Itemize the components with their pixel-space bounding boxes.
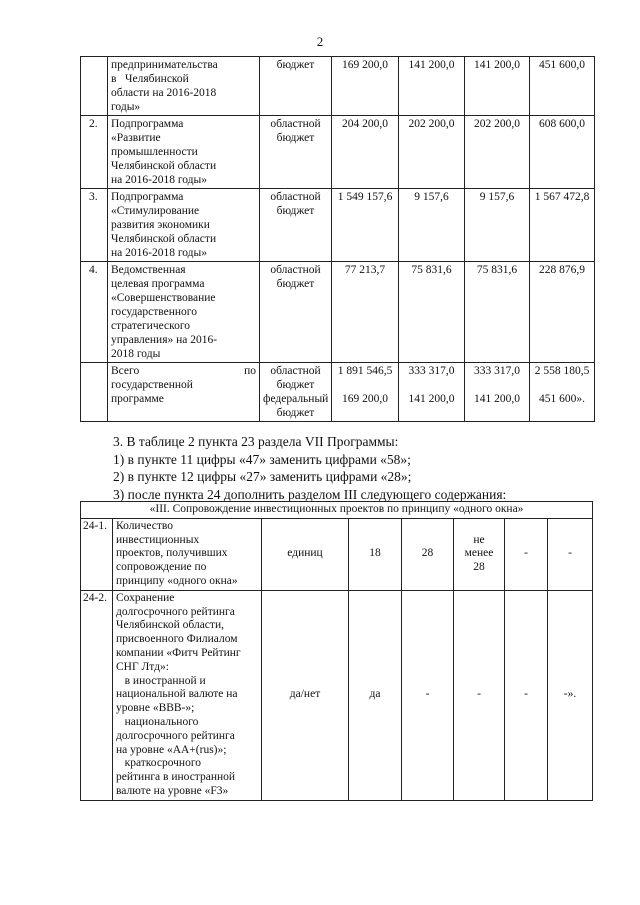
amount-cell: 1 549 157,6 bbox=[332, 189, 399, 262]
row-number: 2. bbox=[81, 116, 108, 189]
federal-amount: 169 200,0 bbox=[342, 393, 388, 405]
amount-cell: 9 157,6 bbox=[465, 189, 530, 262]
total-word: по bbox=[244, 365, 256, 377]
value-line: да bbox=[369, 688, 381, 701]
table-row bbox=[81, 262, 595, 363]
program-name-line: государственного bbox=[111, 306, 197, 318]
regional-amount: 2 558 180,5 bbox=[534, 365, 590, 377]
program-name-line: Челябинской области bbox=[111, 233, 217, 245]
indicator-name-line: сопровождение по bbox=[116, 561, 207, 574]
value-line: -». bbox=[563, 688, 577, 701]
amount-cell: 228 876,9 bbox=[530, 262, 595, 363]
program-name-line: «Развитие bbox=[111, 132, 161, 144]
funding-source-line: бюджет bbox=[276, 59, 315, 71]
value-line: - bbox=[524, 547, 528, 560]
indicator-name-line: принципу «одного окна» bbox=[116, 574, 238, 587]
funding-source-line: областной bbox=[270, 118, 321, 130]
value-line: - bbox=[568, 547, 572, 560]
value-cell bbox=[454, 590, 505, 800]
indicator-name-line: Сохранение bbox=[116, 591, 175, 604]
unit-cell: единиц bbox=[262, 518, 349, 590]
table-row bbox=[81, 57, 595, 116]
amount-cell: 141 200,0 bbox=[465, 57, 530, 116]
indicator-name-line: национальной валюте на bbox=[116, 688, 238, 701]
row-number: 24-1. bbox=[81, 518, 113, 590]
indicator-name-line: Челябинской области, bbox=[116, 619, 224, 632]
indicator-name-line: уровне «BBB-»; bbox=[116, 702, 195, 715]
regional-amount: 333 317,0 bbox=[474, 365, 520, 377]
program-name-line: в Челябинской bbox=[111, 73, 189, 85]
total-label bbox=[108, 363, 260, 422]
value-line: 28 bbox=[421, 547, 434, 560]
total-label-line: государственной bbox=[111, 379, 193, 391]
program-name-line: области на 2016-2018 bbox=[111, 87, 217, 99]
federal-amount: 451 600». bbox=[539, 393, 585, 405]
amount-cell: 608 600,0 bbox=[530, 116, 595, 189]
value-line: 18 bbox=[369, 547, 381, 560]
funding-source bbox=[260, 363, 332, 422]
funding-source-line: областной bbox=[270, 191, 321, 203]
table-row bbox=[81, 116, 595, 189]
program-name-line: предпринимательства bbox=[111, 59, 218, 71]
program-name-line: Ведомственная bbox=[111, 264, 186, 276]
total-label-line bbox=[111, 364, 256, 378]
instruction-line: 2) в пункте 12 цифры «27» заменить цифрами «28»; bbox=[113, 469, 412, 484]
regional-amount: 333 317,0 bbox=[408, 365, 455, 377]
spacer bbox=[466, 378, 528, 392]
amount-cell bbox=[530, 363, 595, 422]
row-number bbox=[81, 57, 108, 116]
indicator-name-line: СНГ Лтд»: bbox=[116, 660, 169, 673]
amount-cell: 9 157,6 bbox=[399, 189, 465, 262]
federal-amount: 141 200,0 bbox=[408, 393, 455, 405]
row-number: 3. bbox=[81, 189, 108, 262]
table-row bbox=[81, 189, 595, 262]
indicator-row bbox=[81, 590, 593, 800]
funding-source-line: бюджет bbox=[276, 379, 315, 391]
row-number: 4. bbox=[81, 262, 108, 363]
value-line: не bbox=[473, 533, 485, 546]
program-name-line: 2018 годы bbox=[111, 348, 161, 360]
program-name-line: «Совершенствование bbox=[111, 292, 216, 304]
program-name bbox=[108, 116, 260, 189]
amount-cell: 75 831,6 bbox=[465, 262, 530, 363]
amount-cell bbox=[332, 363, 399, 422]
indicator-name-line: Количество bbox=[116, 519, 173, 532]
indicator-name-line: рейтинга в иностранной bbox=[116, 771, 236, 784]
indicator-name-line: инвестиционных bbox=[116, 533, 200, 546]
amount-cell: 75 831,6 bbox=[399, 262, 465, 363]
amount-cell bbox=[399, 363, 465, 422]
value-cell bbox=[505, 518, 548, 590]
program-name-line: на 2016-2018 годы» bbox=[111, 247, 208, 259]
instruction-line: 3. В таблице 2 пункта 23 раздела VII Программы: bbox=[113, 434, 399, 449]
funding-source bbox=[260, 116, 332, 189]
program-name bbox=[108, 262, 260, 363]
program-name-line: годы» bbox=[111, 101, 141, 113]
federal-amount: 141 200,0 bbox=[474, 393, 520, 405]
funding-source-line: бюджет bbox=[276, 407, 315, 419]
financing-table bbox=[80, 56, 595, 422]
spacer bbox=[400, 378, 463, 392]
total-row bbox=[81, 363, 595, 422]
indicators-table bbox=[80, 501, 593, 801]
value-cell bbox=[402, 518, 454, 590]
indicator-name-line: компании «Фитч Рейтинг bbox=[116, 646, 241, 659]
indicator-name-line: национального bbox=[116, 715, 199, 728]
funding-source-line: бюджет bbox=[276, 205, 315, 217]
indicator-name bbox=[113, 518, 262, 590]
program-name-line: целевая программа bbox=[111, 278, 205, 290]
program-name-line: промышленности bbox=[111, 146, 198, 158]
value-line: - bbox=[425, 688, 430, 701]
program-name-line: развития экономики bbox=[111, 219, 210, 231]
value-line: 28 bbox=[473, 561, 485, 574]
instruction-line: 3) после пункта 24 дополнить разделом III следующего содержания: bbox=[113, 486, 507, 502]
value-cell bbox=[402, 590, 454, 800]
indicator-name-line: долгосрочного рейтинга bbox=[116, 729, 235, 742]
value-cell bbox=[505, 590, 548, 800]
amount-cell: 141 200,0 bbox=[399, 57, 465, 116]
amount-cell: 451 600,0 bbox=[530, 57, 595, 116]
funding-source-line: областной bbox=[270, 264, 321, 276]
indicator-name-line: присвоенного Филиалом bbox=[116, 633, 238, 646]
amount-cell: 169 200,0 bbox=[332, 57, 399, 116]
row-number: 24-2. bbox=[81, 590, 113, 800]
indicator-name-line: проектов, получивших bbox=[116, 547, 228, 560]
indicator-name-line: в иностранной и bbox=[116, 674, 206, 687]
regional-amount: 1 891 546,5 bbox=[337, 365, 393, 377]
amount-cell: 77 213,7 bbox=[332, 262, 399, 363]
amount-cell: 202 200,0 bbox=[465, 116, 530, 189]
value-cell bbox=[349, 518, 402, 590]
amendment-instructions bbox=[113, 433, 506, 503]
spacer bbox=[333, 378, 397, 392]
funding-source-line: федеральный bbox=[263, 393, 329, 405]
indicator-name-line: валюте на уровне «F3» bbox=[116, 784, 229, 797]
indicator-name-line: долгосрочного рейтинга bbox=[116, 605, 235, 618]
amount-cell: 204 200,0 bbox=[332, 116, 399, 189]
funding-source-line: бюджет bbox=[276, 278, 315, 290]
value-line: - bbox=[524, 688, 528, 701]
program-name-line: Подпрограмма bbox=[111, 118, 184, 130]
program-name-line: на 2016-2018 годы» bbox=[111, 174, 208, 186]
instruction-line: 1) в пункте 11 цифры «47» заменить цифрами «58»; bbox=[113, 451, 411, 467]
value-cell bbox=[548, 518, 593, 590]
program-name-line: управления» на 2016- bbox=[111, 334, 218, 346]
program-name bbox=[108, 189, 260, 262]
unit-cell: да/нет bbox=[262, 590, 349, 800]
value-line: менее bbox=[464, 547, 494, 560]
amount-cell bbox=[465, 363, 530, 422]
value-cell bbox=[349, 590, 402, 800]
program-name bbox=[108, 57, 260, 116]
value-line: - bbox=[477, 688, 481, 701]
funding-source bbox=[260, 57, 332, 116]
program-name-line: Челябинской области bbox=[111, 160, 217, 172]
funding-source-line: бюджет bbox=[276, 132, 315, 144]
indicator-row bbox=[81, 518, 593, 590]
amount-cell: 1 567 472,8 bbox=[530, 189, 595, 262]
spacer bbox=[531, 378, 593, 392]
value-cell bbox=[548, 590, 593, 800]
value-cell bbox=[454, 518, 505, 590]
indicator-name-line: краткосрочного bbox=[116, 757, 202, 770]
amount-cell: 202 200,0 bbox=[399, 116, 465, 189]
total-word: Всего bbox=[111, 365, 140, 377]
section-header: «III. Сопровождение инвестиционных проектов по принципу «одного окна» bbox=[81, 502, 593, 519]
funding-source bbox=[260, 189, 332, 262]
indicator-name bbox=[113, 590, 262, 800]
page-number: 2 bbox=[316, 34, 324, 49]
program-name-line: Подпрограмма bbox=[111, 191, 184, 203]
program-name-line: «Стимулирование bbox=[111, 205, 200, 217]
row-number bbox=[81, 363, 108, 422]
total-label-line: программе bbox=[111, 393, 164, 405]
indicator-name-line: на уровне «AA+(rus)»; bbox=[116, 743, 227, 756]
funding-source bbox=[260, 262, 332, 363]
program-name-line: стратегического bbox=[111, 320, 191, 332]
funding-source-line: областной bbox=[270, 365, 321, 377]
